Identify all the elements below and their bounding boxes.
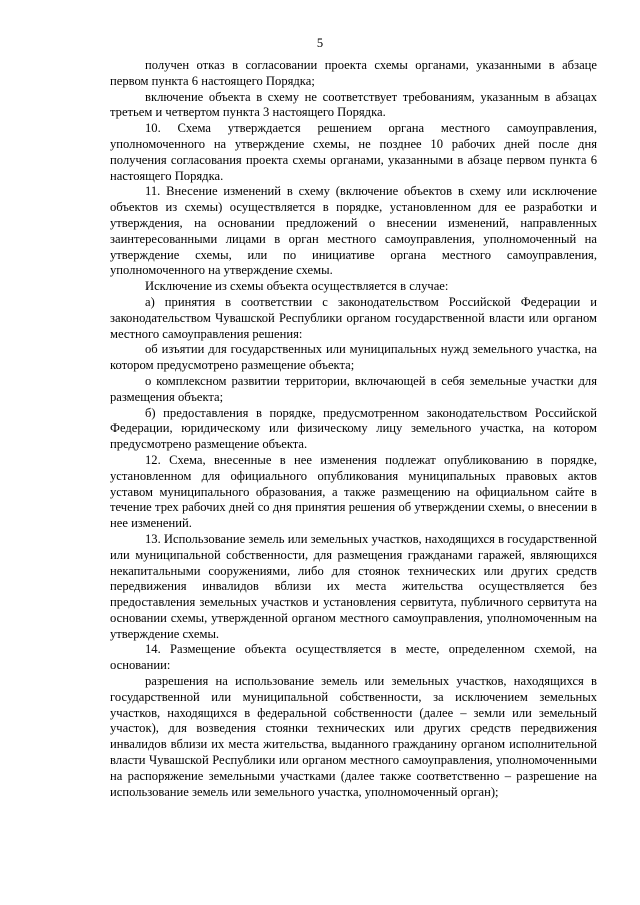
paragraph: б) предоставления в порядке, предусмотренном законодательством Российской Федерации, юридическому или физическому лицу земельного участка, на котором предусмотрено размещение объекта. (110, 405, 597, 452)
paragraph: разрешения на использование земель или земельных участков, находящихся в государственной или муниципальной собственности, за исключением земельных участков, находящихся в федеральной собственности (далее – земли или земельный участок), для возведения стоянки технических или других средств передвижения инвалидов вблизи их места жительства, выданного гражданину органом исполнительной власти Чувашской Республики или органом местного самоуправления, уполномоченными на распоряжение земельными участками (далее также соответственно – разрешение на использование земель или земельного участка, уполномоченный орган); (110, 674, 597, 799)
paragraph: Исключение из схемы объекта осуществляется в случае: (145, 279, 449, 294)
paragraph: а) принятия в соответствии с законодательством Российской Федерации и законодательством Чувашской Республики органом государственной власти или органом местного самоуправления решения: (110, 294, 597, 341)
paragraph: получен отказ в согласовании проекта схемы органами, указанными в абзаце первом пункта 6 настоящего Порядка; (110, 58, 597, 88)
paragraph: 11. Внесение изменений в схему (включение объектов в схему или исключение объектов из схемы) осуществляется в порядке, установленном для ее разработки и утверждения, на основании предложений о внесении изменений, направленных заинтересованными лицами в орган местного самоуправления, уполномоченный на утверждение схемы, или по инициативе органа местного самоуправления, уполномоченного на утверждение схемы. (110, 184, 597, 278)
paragraph: 10. Схема утверждается решением органа местного самоуправления, уполномоченного на утверждение схемы, не позднее 10 рабочих дней после дня получения согласования проекта схемы органами, указанными в абзаце первом пункта 6 настоящего Порядка. (110, 121, 597, 183)
paragraph: 12. Схема, внесенные в нее изменения подлежат опубликованию в порядке, установленном для официального опубликования муниципальных правовых актов уставом муниципального образования, а также размещению на официальном сайте в течение трех рабочих дней со дня принятия решения об утверждении схемы, о внесении в нее изменений. (110, 452, 597, 531)
page-number: 5 (316, 36, 324, 50)
paragraph: об изъятии для государственных или муниципальных нужд земельного участка, на котором предусмотрено размещение объекта; (110, 342, 597, 373)
paragraph: включение объекта в схему не соответствует требованиям, указанным в абзацах третьем и четвертом пункта 3 настоящего Порядка. (110, 89, 597, 120)
paragraph: 13. Использование земель или земельных участков, находящихся в государственной или муниципальной собственности, для размещения гражданами гаражей, являющихся некапитальными сооружениями, либо для стоянок технических или других средств передвижения инвалидов вблизи их места жительства осуществляется без предоставления земельных участков и установления сервитута, публичного сервитута на основании схемы, утвержденной органом местного самоуправления, уполномоченным на утверждение схемы. (110, 531, 597, 641)
document-body (110, 58, 597, 800)
paragraph: о комплексном развитии территории, включающей в себя земельные участки для размещения объекта; (110, 373, 597, 404)
paragraph: 14. Размещение объекта осуществляется в месте, определенном схемой, на основании: (110, 642, 597, 673)
